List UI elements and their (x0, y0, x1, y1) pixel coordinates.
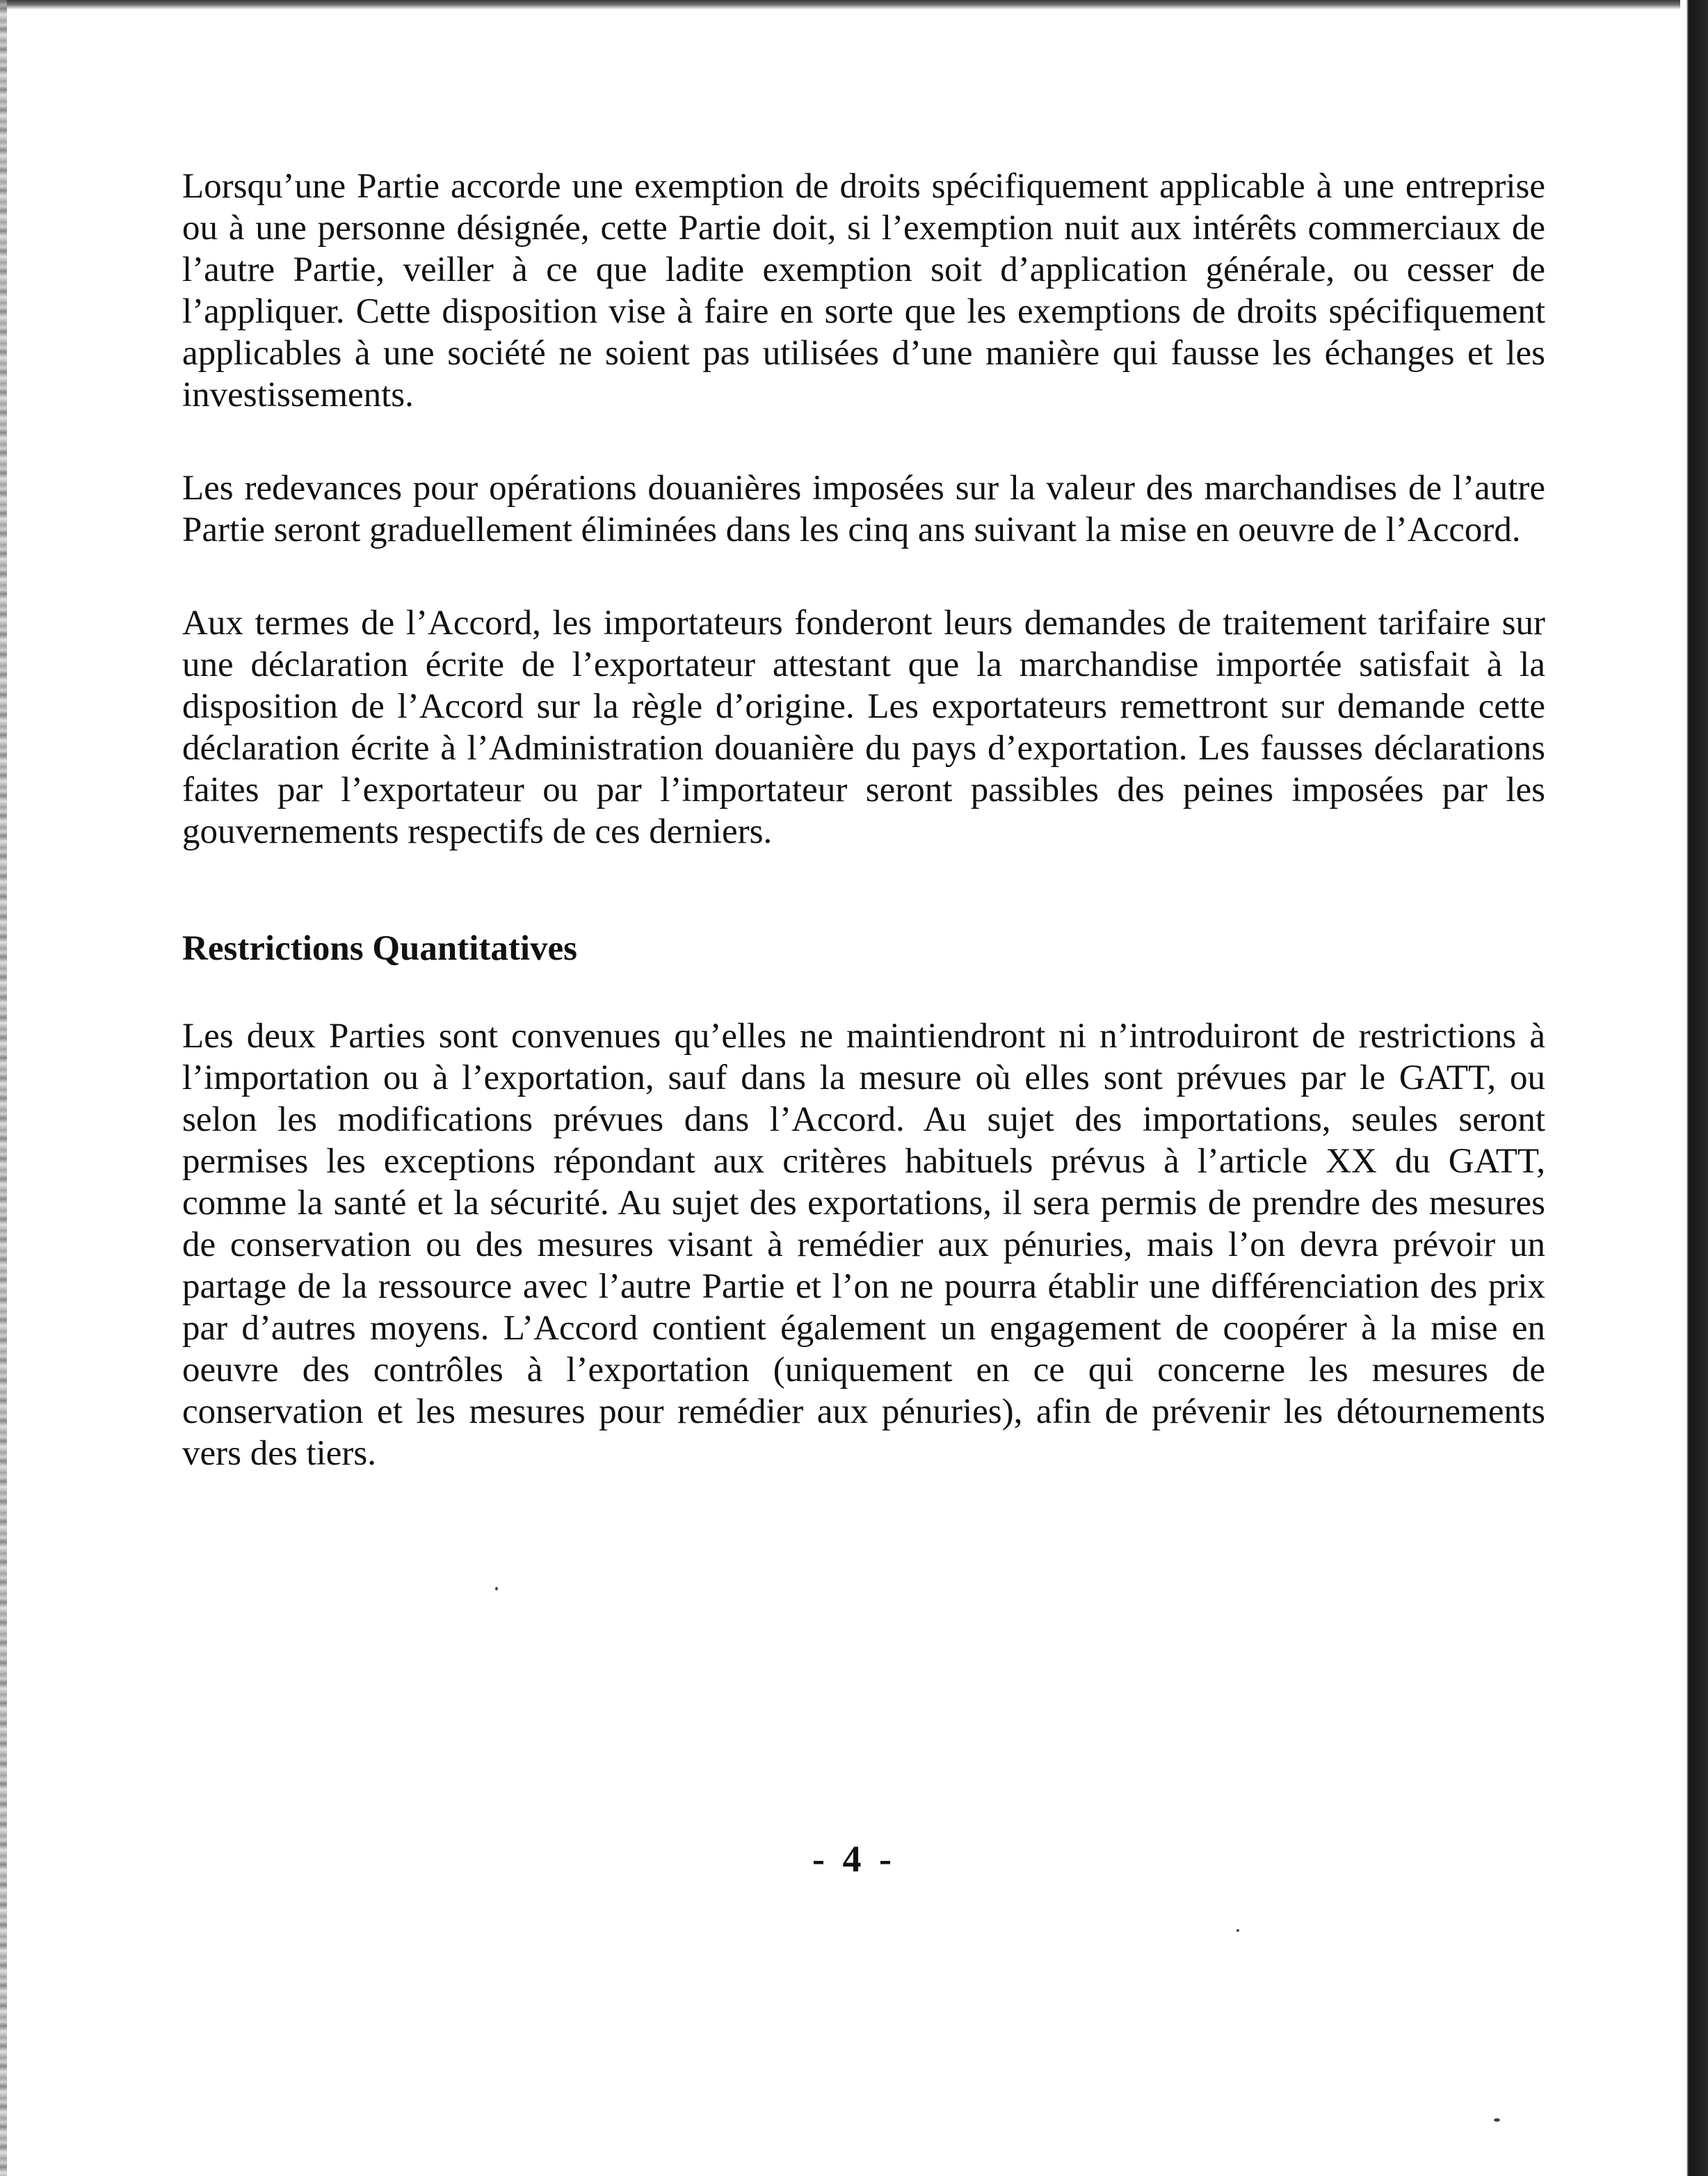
paragraph-declaration-origine: Aux termes de l’Accord, les importateurs fonderont leurs demandes de traitement tarifaire sur une déclaration écrite de l’exportateur attestant que la marchandise importée satisfait à la disposition de l’Accord sur la règle d’origine. Les exportateurs remettront sur demande cette déclaration écrite à l’Administration douanière du pays d’exportation. Les fausses déclarations faites par l’exportateur ou par l’importateur seront passibles des peines imposées par les gouvernements respectifs de ces derniers. (182, 604, 1545, 851)
paragraph-redevances-douanieres: Les redevances pour opérations douanières imposées sur la valeur des marchandises de l’autre Partie seront graduellement éliminées dans les cinq ans suivant la mise en oeuvre de l’Accord. (182, 469, 1545, 549)
scan-speck (495, 1587, 498, 1590)
scan-speck (1236, 1929, 1239, 1932)
scan-speck (1494, 2118, 1500, 2122)
page-number: - 4 - (812, 1838, 896, 1880)
section-heading-restrictions: Restrictions Quantitatives (182, 929, 578, 968)
paragraph-restrictions-quantitatives: Les deux Parties sont convenues qu’elles ne maintiendront ni n’introduiront de restrictions à l’importation ou à l’exportation, sauf dans la mesure où elles sont prévues par le GATT, ou selon les modifications prévues dans l’Accord. Au sujet des importations, seules seront permises les exceptions répondant aux critères habituels prévus à l’article XX du GATT, comme la santé et la sécurité. Au sujet des exportations, il sera permis de prendre des mesures de conservation ou des mesures visant à remédier aux pénuries, mais l’on devra prévoir un partage de la ressource avec l’autre Partie et l’on ne pourra établir une différenciation des prix par d’autres moyens. L’Accord contient également un engagement de coopérer à la mise en oeuvre des contrôles à l’exportation (uniquement en ce qui concerne les mesures de conservation et les mesures pour remédier aux pénuries), afin de prévenir les détournements vers des tiers. (182, 1017, 1545, 1473)
paragraph-exemption-droits: Lorsqu’une Partie accorde une exemption de droits spécifiquement applicable à une entreprise ou à une personne désignée, cette Partie doit, si l’exemption nuit aux intérêts commerciaux de l’autre Partie, veiller à ce que ladite exemption soit d’application générale, ou cesser de l’appliquer. Cette disposition vise à faire en sorte que les exemptions de droits spécifiquement applicables à une société ne soient pas utilisées d’une manière qui fausse les échanges et les investissements. (182, 167, 1545, 414)
scan-top-edge (0, 0, 1708, 10)
page-body (182, 166, 1545, 1474)
